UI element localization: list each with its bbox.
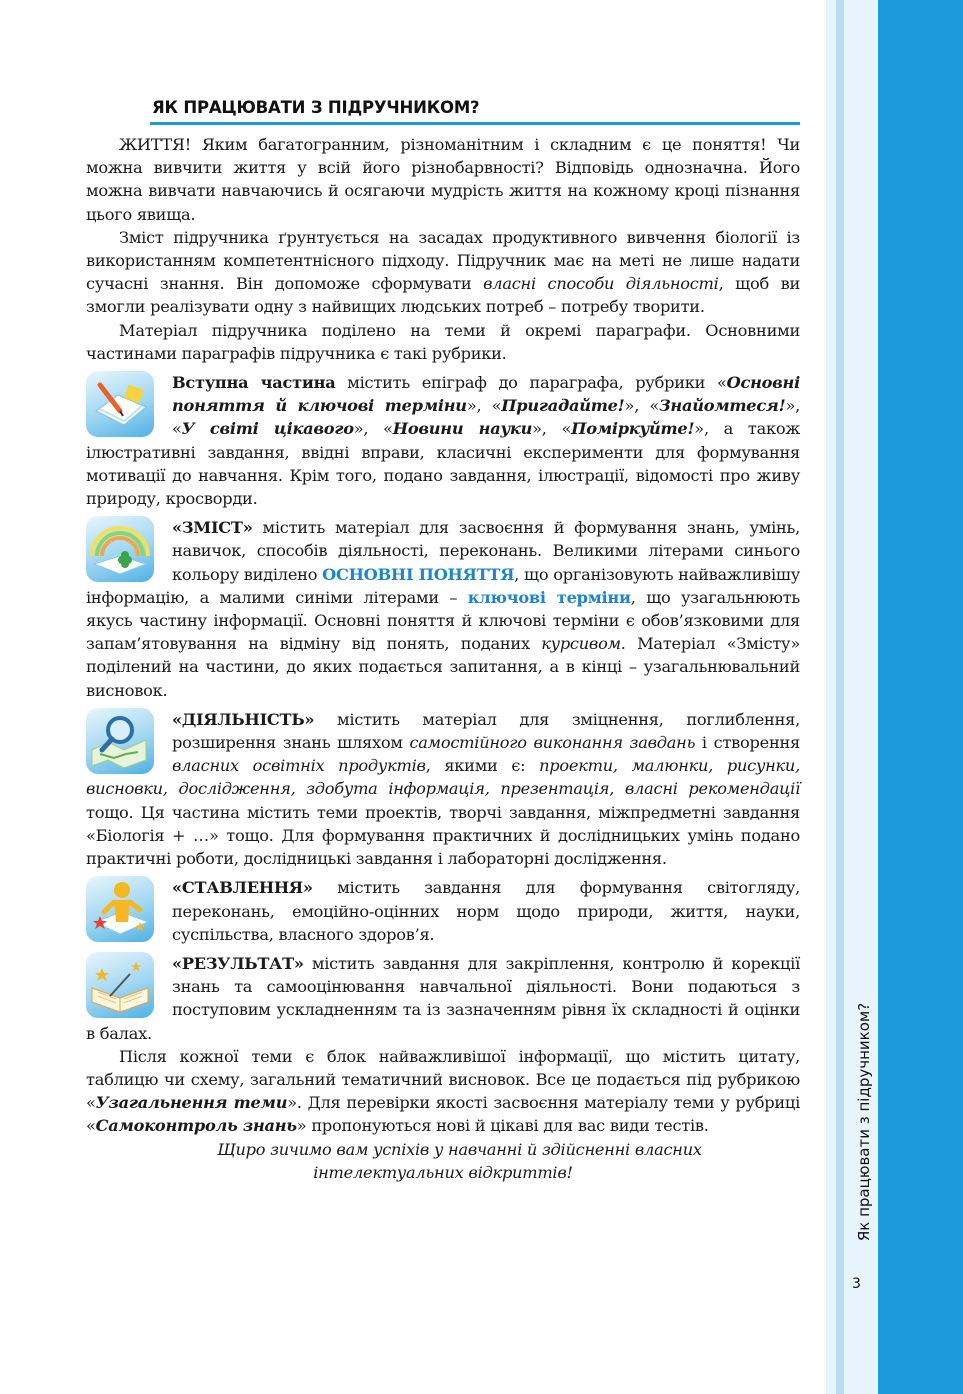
person-stars-icon bbox=[86, 876, 154, 942]
section-attitude-block: «СТАВЛЕННЯ» містить завдання для формування світогляду, переконань, емоційно-оцінних норм щодо природи, життя, науки, суспільства, власного здоров’я. bbox=[86, 876, 800, 946]
running-title: Як працювати з підручником? bbox=[855, 1002, 873, 1242]
page-body bbox=[86, 133, 800, 1184]
rainbow-clover-book-icon bbox=[86, 516, 154, 582]
section-result-block: «РЕЗУЛЬТАТ» містить завдання для закріплення, контролю й корекції знань та самооцінювання навчальної діяльності. Вони подаються з поступовим ускладненням та із зазначенням рівня їх складності й оцінки в балах. bbox=[86, 953, 800, 1043]
side-band bbox=[878, 0, 963, 1394]
book-with-pen-icon bbox=[86, 371, 154, 437]
section-intro-block: Вступна частина містить епіграф до параграфа, рубрики «Основні поняття й ключові терміни», «Пригадайте!», «Знайомтеся!», «У світі цікавого», «Новини науки», «Поміркуйте!», а також ілюстративні завдання, ввідні вправи, класичні експерименти для формування мотивації до навчання. Крім того, подано завдання, ілюстрації, відомості про живу природу, кросворди. bbox=[86, 373, 800, 509]
section-activity-block: «ДІЯЛЬНІСТЬ» містить матеріал для зміцнення, поглиблення, розширення знань шляхом самостійного виконання завдань і створення власних освітніх продуктів, якими є: проекти, малюнки, рисунки, висновки, дослідження, здобута інформація, презентація, власні рекомендації тощо. Ця частина містить теми проектів, творчі завдання, міжпредметні завдання «Біологія + …» тощо. Для формування практичних й дослідницьких умінь подано практичні роботи, дослідницькі завдання і лабораторні дослідження. bbox=[86, 709, 801, 869]
page-heading: ЯК ПРАЦЮВАТИ З ПІДРУЧНИКОМ? bbox=[152, 98, 480, 117]
heading-underline bbox=[150, 122, 800, 125]
closing-wish: Щиро зичимо вам успіхів у навчанні й здійсненні власних інтелектуальних відкриттів! bbox=[217, 1139, 702, 1182]
intro-paragraph-2: Зміст підручника ґрунтується на засадах продуктивного вивчення біології із використанням компетентнісного підходу. Підручник має на меті не лише надати сучасні знання. Він допоможе сформувати власні способи діяльності, щоб ви змогли реалізувати одну з найвищих людських потреб – потребу творити. bbox=[86, 227, 800, 317]
magnifier-map-icon bbox=[86, 708, 154, 774]
section-content-block: «ЗМІСТ» містить матеріал для засвоєння й формування знань, умінь, навичок, способів діяльності, переконань. Великими літерами синього кольору виділено ОСНОВНІ ПОНЯТТЯ, що організовують найважливішу інформацію, а малими синіми літерами – ключові терміни, що узагальнюють якусь частину інформації. Основні поняття й ключові терміни є обов’язковими для запам’ятовування на відміну від понять, поданих курсивом. Матеріал «Змісту» поділений на частини, до яких подається запитання, а в кінці – узагальнювальний висновок. bbox=[86, 518, 801, 700]
intro-paragraph-3: Матеріал підручника поділено на теми й окремі параграфи. Основними частинами параграфів підручника є такі рубрики. bbox=[86, 320, 800, 363]
page-number: 3 bbox=[852, 1276, 861, 1292]
side-stripe bbox=[836, 0, 844, 1394]
outro-paragraph: Після кожної теми є блок найважливішої інформації, що містить цитату, таблицю чи схему, загальний тематичний висновок. Все це подається під рубрикою «Узагальнення теми». Для перевірки якості засвоєння матеріалу теми у рубриці «Самоконтроль знань» пропонуються нові й цікаві для вас види тестів. bbox=[86, 1046, 800, 1136]
intro-paragraph-1: ЖИТТЯ! Яким багатогранним, різноманітним і складним є це поняття! Чи можна вивчити життя у всій його різнобарвності? Відповідь однозначна. Його можна вивчати навчаючись й осягаючи мудрість життя на кожному кроці пізнання цього явища. bbox=[86, 135, 800, 224]
open-book-stars-icon bbox=[86, 952, 154, 1018]
